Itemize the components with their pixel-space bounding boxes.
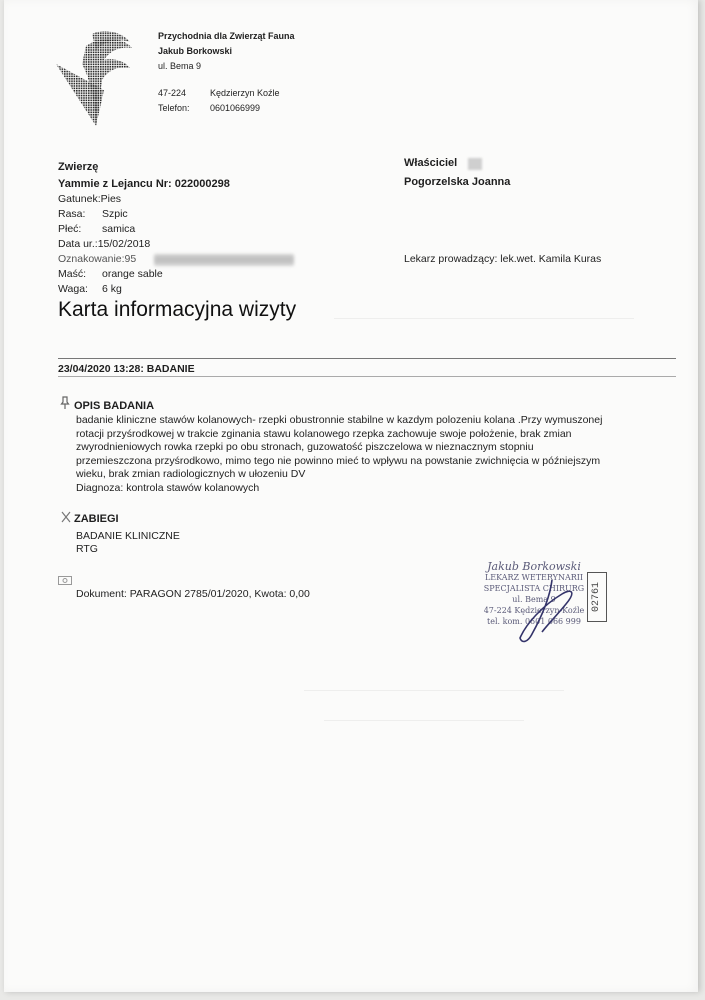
procedure-item: RTG (76, 543, 98, 555)
pin-icon (60, 396, 70, 413)
sex-value: samica (102, 223, 136, 235)
stamp-line: SPECJALISTA CHIRURG (483, 584, 585, 593)
clinic-street: ul. Bema 9 (158, 61, 202, 71)
diagnosis-line: Diagnoza: kontrola stawów kolanowych (76, 481, 260, 494)
birth-date-field: Data ur.:15/02/2018 (58, 238, 151, 250)
clinic-postal-code: 47-224 (158, 88, 187, 98)
redacted-mark (468, 158, 482, 170)
exam-line: badanie kliniczne stawów kolanowych- rzepki obustronnie stabilne w kazdym polozeniu kolana .Przy wymuszonej (76, 414, 603, 426)
exam-line: wieku, brak zmian radiologicznych w ułozeniu DV (76, 468, 306, 481)
exam-line: przemieszczona przyśrodkowo, mimo tego nie powinno mieć to wpływu na powstanie zwichnięcia w późniejszym (76, 454, 601, 467)
bleed-through (334, 318, 634, 319)
bleed-through (324, 720, 524, 721)
receipt-icon (58, 572, 72, 590)
stamp-line: tel. kom. 0601 066 999 (487, 617, 581, 626)
breed-value: Szpic (102, 208, 128, 220)
exam-description-text (76, 414, 681, 496)
stamp-name: Jakub Borkowski (487, 560, 581, 573)
visit-header: 23/04/2020 13:28: BADANIE (58, 363, 195, 375)
color-label: Maść: (58, 268, 87, 280)
signature (492, 576, 602, 646)
exam-description-heading: OPIS BADANIA (74, 400, 155, 412)
divider (58, 376, 676, 377)
breed-label: Rasa: (58, 208, 86, 220)
syringe-icon (60, 510, 72, 527)
clinic-owner: Jakub Borkowski (158, 46, 233, 56)
exam-line: zwyrodnieniowych rowka rzepki po obu stronach, guzowatość piszczelowa w nieznacznym stopniu (76, 441, 534, 454)
stamp-line: 47-224 Kędzierzyn-Koźle (483, 606, 585, 615)
animal-name: Yammie z Lejancu Nr: 022000298 (58, 178, 230, 190)
stamp-line: LEKARZ WETERYNARII (484, 573, 584, 582)
color-value: orange sable (102, 268, 163, 280)
marking-field: Oznakowanie:95 (58, 253, 137, 265)
page-title: Karta informacyjna wizyty (58, 298, 297, 321)
species-field: Gatunek:Pies (58, 193, 122, 205)
redacted-marking (154, 254, 294, 266)
attending-doctor: Lekarz prowadzący: lek.wet. Kamila Kuras (404, 253, 602, 265)
payment-document: Dokument: PARAGON 2785/01/2020, Kwota: 0,00 (76, 588, 310, 600)
clinic-name: Przychodnia dla Zwierząt Fauna (158, 31, 295, 41)
phone-label: Telefon: (158, 103, 190, 113)
weight-value: 6 kg (102, 283, 122, 295)
stamp-line: ul. Bema 9 (512, 595, 556, 604)
procedure-item: BADANIE KLINICZNE (76, 530, 180, 542)
clinic-logo (52, 30, 144, 126)
divider (58, 358, 676, 359)
exam-line: rotacji przyśrodkowej w trakcie zginania stawu kolanowego rzepka zachowuje swoje położenie, brak zmian (76, 427, 572, 440)
phone-value: 0601066999 (210, 103, 261, 113)
sex-label: Płeć: (58, 223, 82, 235)
document-sheet (4, 0, 698, 992)
weight-label: Waga: (58, 283, 88, 295)
animal-heading: Zwierzę (58, 161, 99, 173)
clinic-city: Kędzierzyn Koźle (210, 88, 280, 98)
procedures-heading: ZABIEGI (74, 513, 119, 525)
bleed-through (304, 690, 564, 691)
stamp-number: 02761 (587, 572, 607, 622)
owner-name: Pogorzelska Joanna (404, 176, 511, 188)
owner-heading: Właściciel (404, 157, 458, 169)
